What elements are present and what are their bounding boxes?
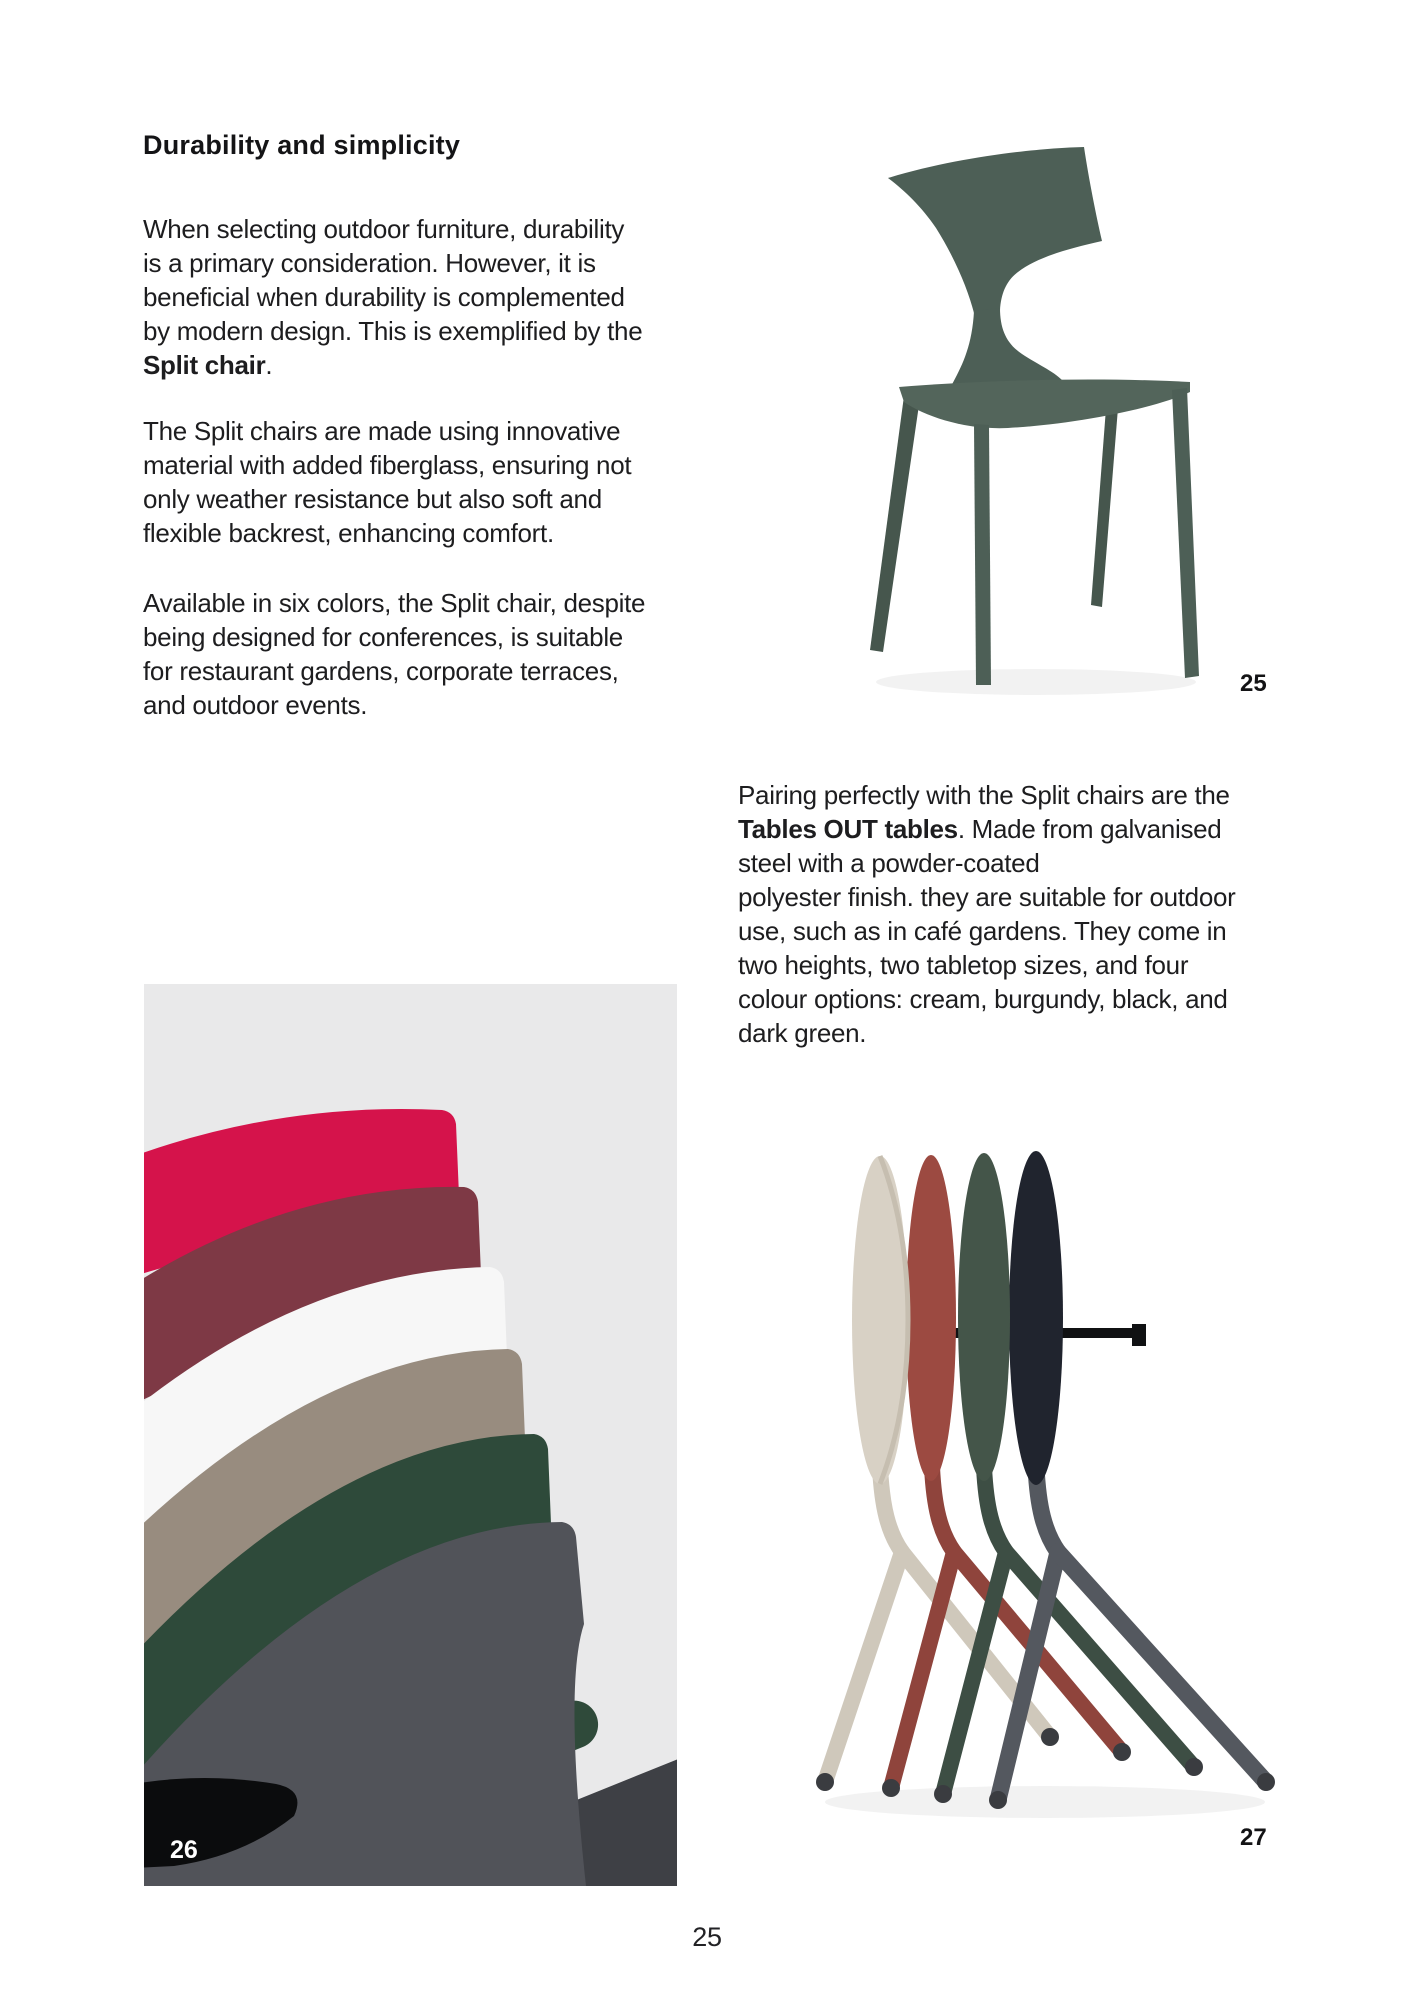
tabletop-dark-green (958, 1153, 1010, 1481)
text-line: steel with a powder-coated (738, 848, 1040, 878)
table-leg-stem-burgundy (932, 1467, 954, 1552)
text-line: material with added fiberglass, ensuring not (143, 450, 632, 480)
text-line: two heights, two tabletop sizes, and four (738, 950, 1189, 980)
paragraph-material (143, 414, 631, 550)
table-foot-tip (1257, 1773, 1275, 1791)
chair-seat (899, 380, 1190, 429)
chair-backrest (888, 147, 1102, 313)
tabletop-cream (852, 1156, 908, 1484)
table-foot-tip (934, 1785, 952, 1803)
fold-bracket-latch (1132, 1324, 1146, 1346)
text-line: dark green. (738, 1018, 867, 1048)
paragraph-durability (143, 212, 642, 382)
text-line: The Split chairs are made using innovative (143, 416, 621, 446)
table-leg-right-gray (1058, 1552, 1266, 1782)
table-foot-tip (1041, 1728, 1059, 1746)
text-line: use, such as in café gardens. They come in (738, 916, 1227, 946)
figure-number-25: 25 (1240, 670, 1267, 697)
figure-number-26: 26 (170, 1836, 198, 1864)
table-foot-tip (1113, 1743, 1131, 1761)
text-line: Split chair. (143, 350, 273, 380)
table-foot-tip (1185, 1758, 1203, 1776)
chair-front-left-leg (974, 424, 991, 685)
chair-front-right-leg (1172, 388, 1199, 678)
table-foot-tip (816, 1773, 834, 1791)
stacked-chairs-photo (144, 984, 677, 1886)
page-number: 25 (692, 1922, 722, 1952)
text-line: flexible backrest, enhancing comfort. (143, 518, 554, 548)
chair-rear-left-leg (870, 396, 920, 652)
text-line: polyester finish. they are suitable for outdoor (738, 882, 1236, 912)
text-line: beneficial when durability is complemented (143, 282, 625, 312)
table-leg-left-cream (825, 1552, 902, 1782)
text-line: colour options: cream, burgundy, black, and (738, 984, 1228, 1014)
table-foot-tip (989, 1791, 1007, 1809)
text-line: by modern design. This is exemplified by the (143, 316, 643, 346)
tabletop-black (1009, 1151, 1063, 1485)
section-heading: Durability and simplicity (143, 130, 461, 160)
fold-bracket-arm (1049, 1328, 1144, 1338)
text-line: only weather resistance but also soft and (143, 484, 602, 514)
text-line: Available in six colors, the Split chair, despite (143, 588, 646, 618)
chair-shadow (876, 669, 1196, 695)
text-line: and outdoor events. (143, 690, 368, 720)
table-foot-tip (882, 1779, 900, 1797)
chair-spine (950, 308, 1062, 388)
folded-tables-photo (810, 1142, 1310, 1832)
split-chair-photo (856, 140, 1204, 700)
tabletop-burgundy (906, 1155, 956, 1481)
paragraph-colors (143, 586, 645, 722)
table-leg-stem-green (984, 1467, 1006, 1552)
text-line: Tables OUT tables. Made from galvanised (738, 814, 1222, 844)
text-line: for restaurant gardens, corporate terraces, (143, 656, 619, 686)
text-line: Pairing perfectly with the Split chairs are the (738, 780, 1230, 810)
paragraph-tables-out (738, 778, 1236, 1050)
text-line: being designed for conferences, is suitable (143, 622, 623, 652)
figure-number-27: 27 (1240, 1824, 1267, 1851)
text-line: is a primary consideration. However, it is (143, 248, 596, 278)
text-line: When selecting outdoor furniture, durability (143, 214, 625, 244)
